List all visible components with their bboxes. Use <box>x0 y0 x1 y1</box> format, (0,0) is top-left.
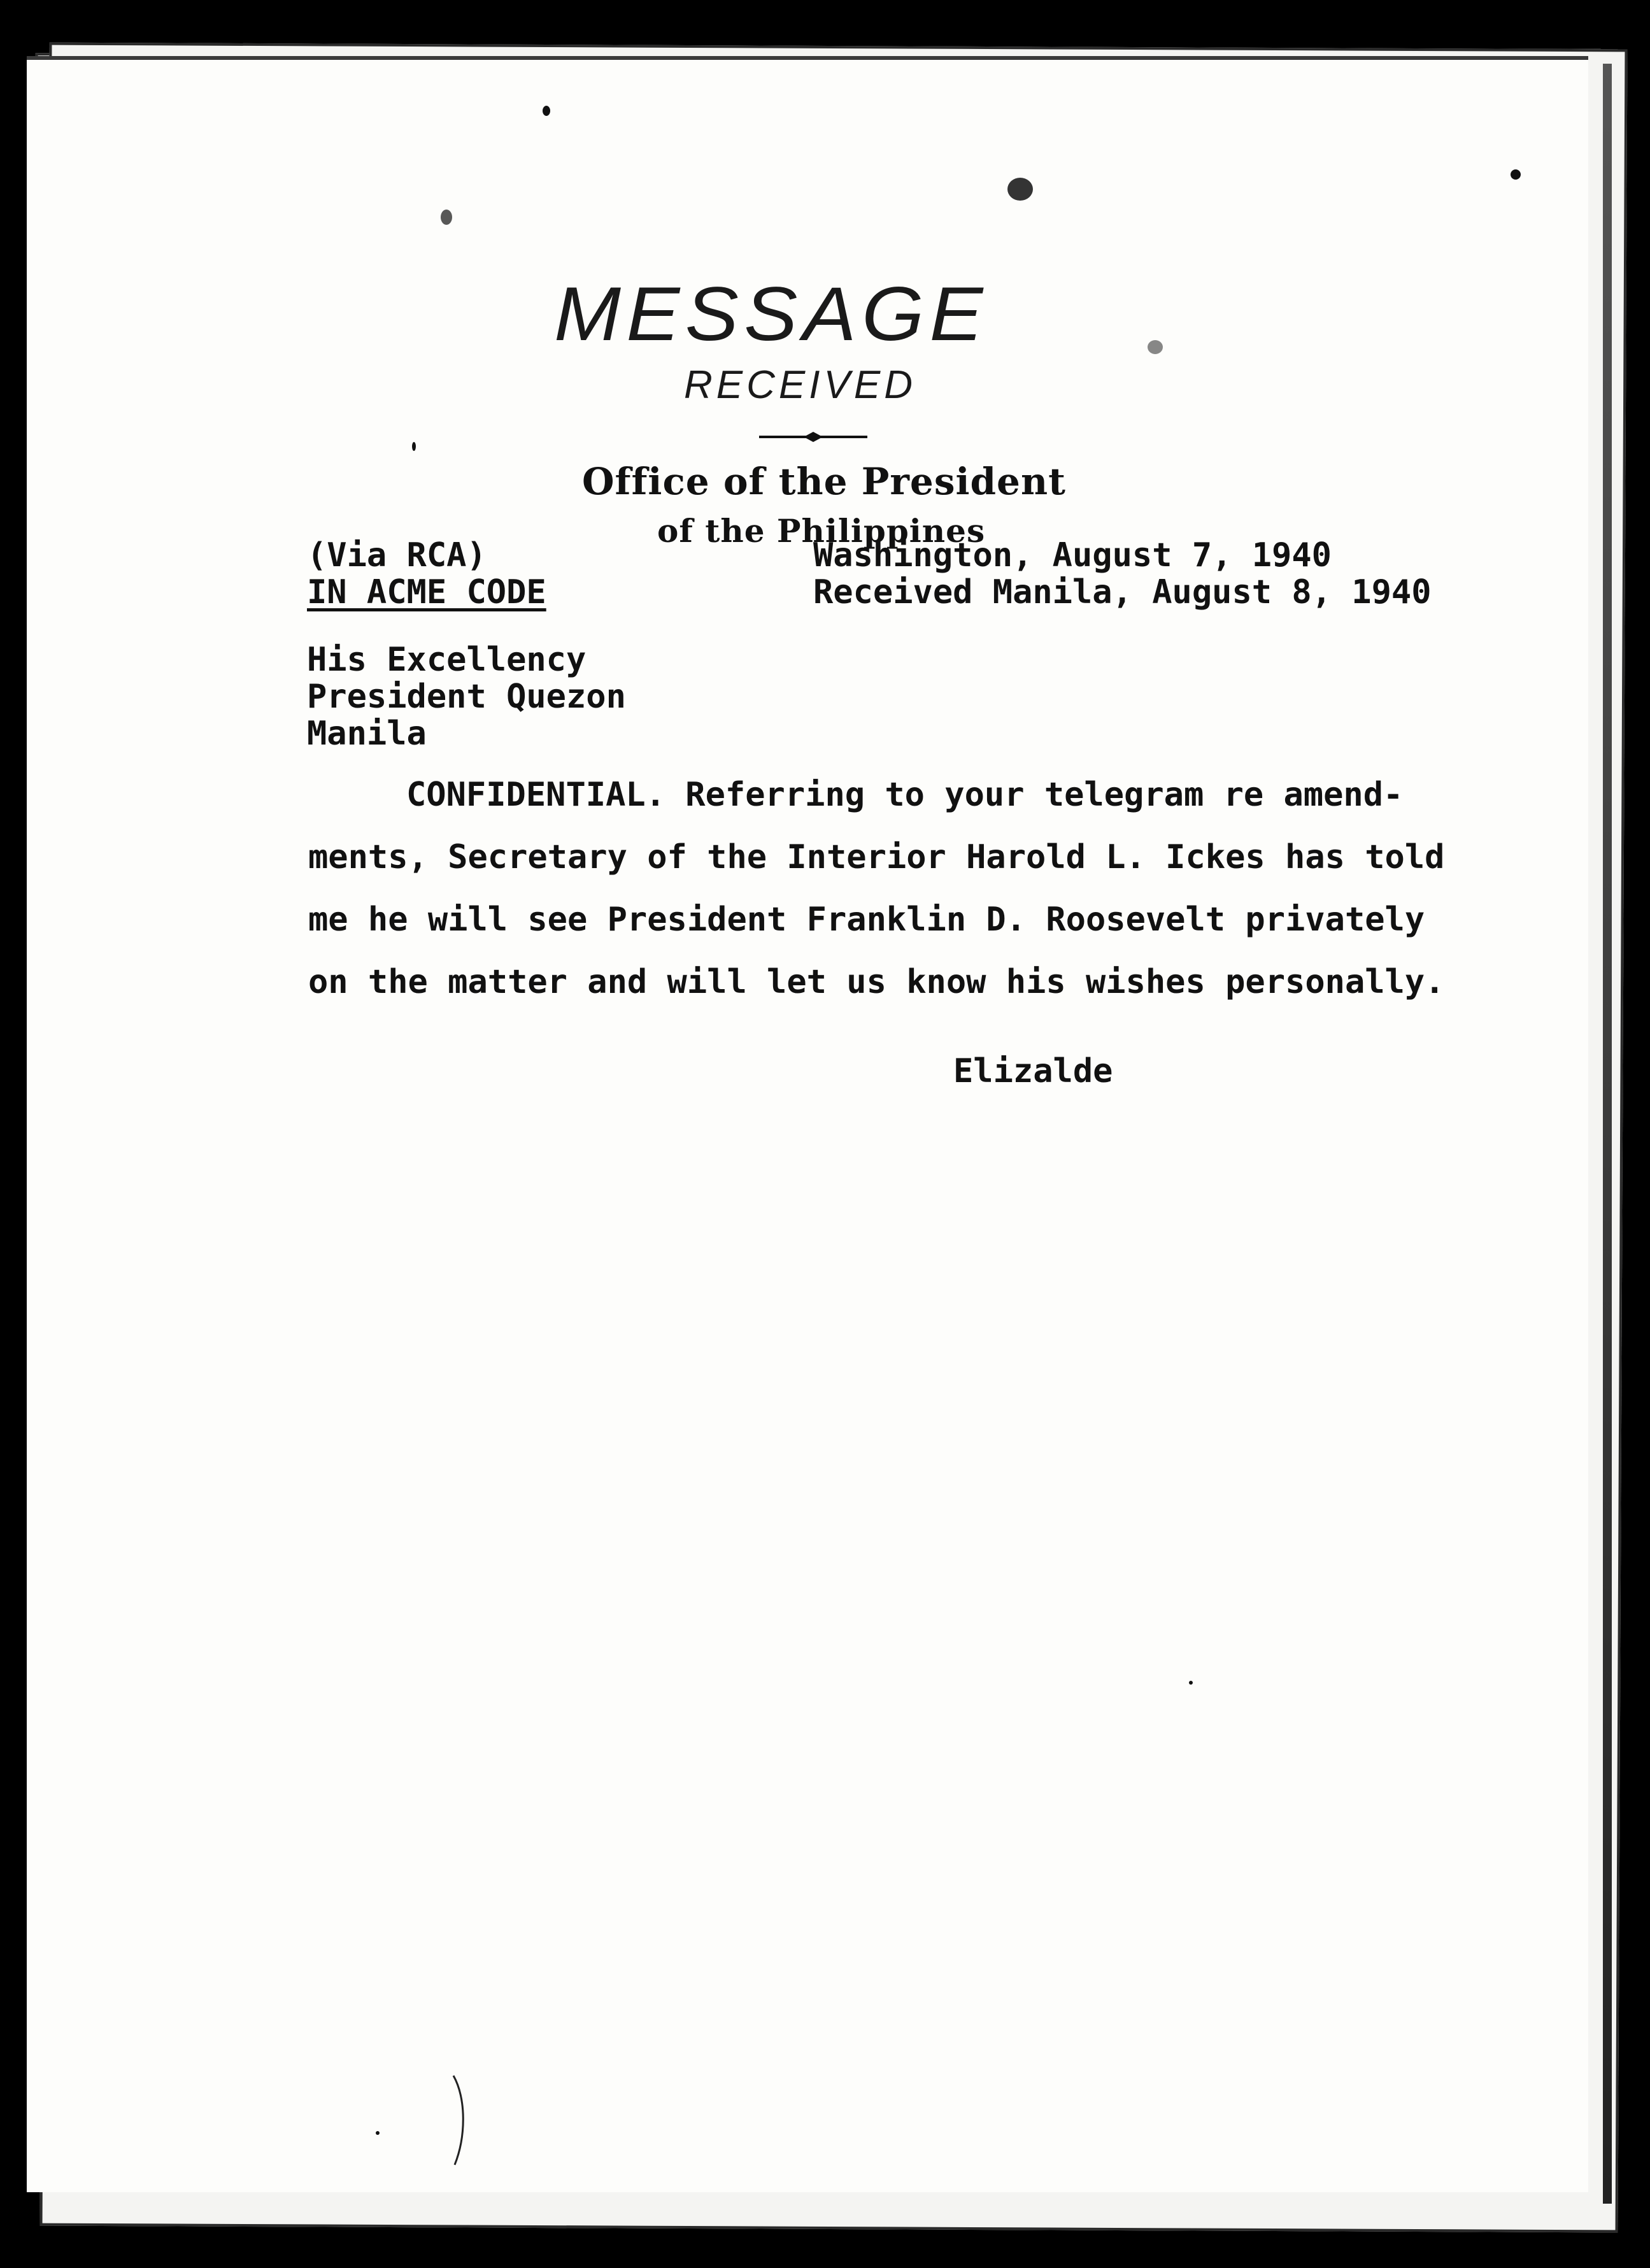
divider-ornament <box>759 431 867 443</box>
pencil-mark <box>447 2072 473 2168</box>
document-page <box>27 56 1588 2192</box>
code-line: IN ACME CODE <box>307 573 546 611</box>
addressee-line: President Quezon <box>307 678 626 716</box>
body-line: ments, Secretary of the Interior Harold L. Ickes has told <box>308 838 1445 876</box>
addressee-line: Manila <box>307 715 427 753</box>
addressee-line: His Excellency <box>307 641 587 679</box>
ink-speck <box>1511 169 1521 180</box>
via-line: (Via RCA) <box>307 536 487 574</box>
ink-speck <box>1007 178 1033 201</box>
ink-speck <box>376 2131 380 2135</box>
ink-speck <box>1148 340 1163 354</box>
sent-line: Washington, August 7, 1940 <box>813 536 1332 574</box>
body-line: on the matter and will let us know his wishes personally. <box>308 963 1445 1001</box>
ink-speck <box>543 106 550 116</box>
letterhead-title: MESSAGE <box>554 271 988 357</box>
ink-speck <box>441 210 452 225</box>
office-name: Office of the President <box>582 460 1066 503</box>
signature: Elizalde <box>953 1052 1113 1090</box>
page-edge <box>1603 64 1612 2204</box>
body-line: CONFIDENTIAL. Referring to your telegram re amend- <box>406 776 1404 814</box>
office-country: of the Philippines <box>657 512 986 550</box>
ink-speck <box>412 442 416 451</box>
ink-speck <box>1189 1681 1193 1685</box>
received-line: Received Manila, August 8, 1940 <box>813 573 1432 611</box>
letterhead-subtitle: RECEIVED <box>684 363 916 407</box>
body-line: me he will see President Franklin D. Roosevelt privately <box>308 901 1425 939</box>
